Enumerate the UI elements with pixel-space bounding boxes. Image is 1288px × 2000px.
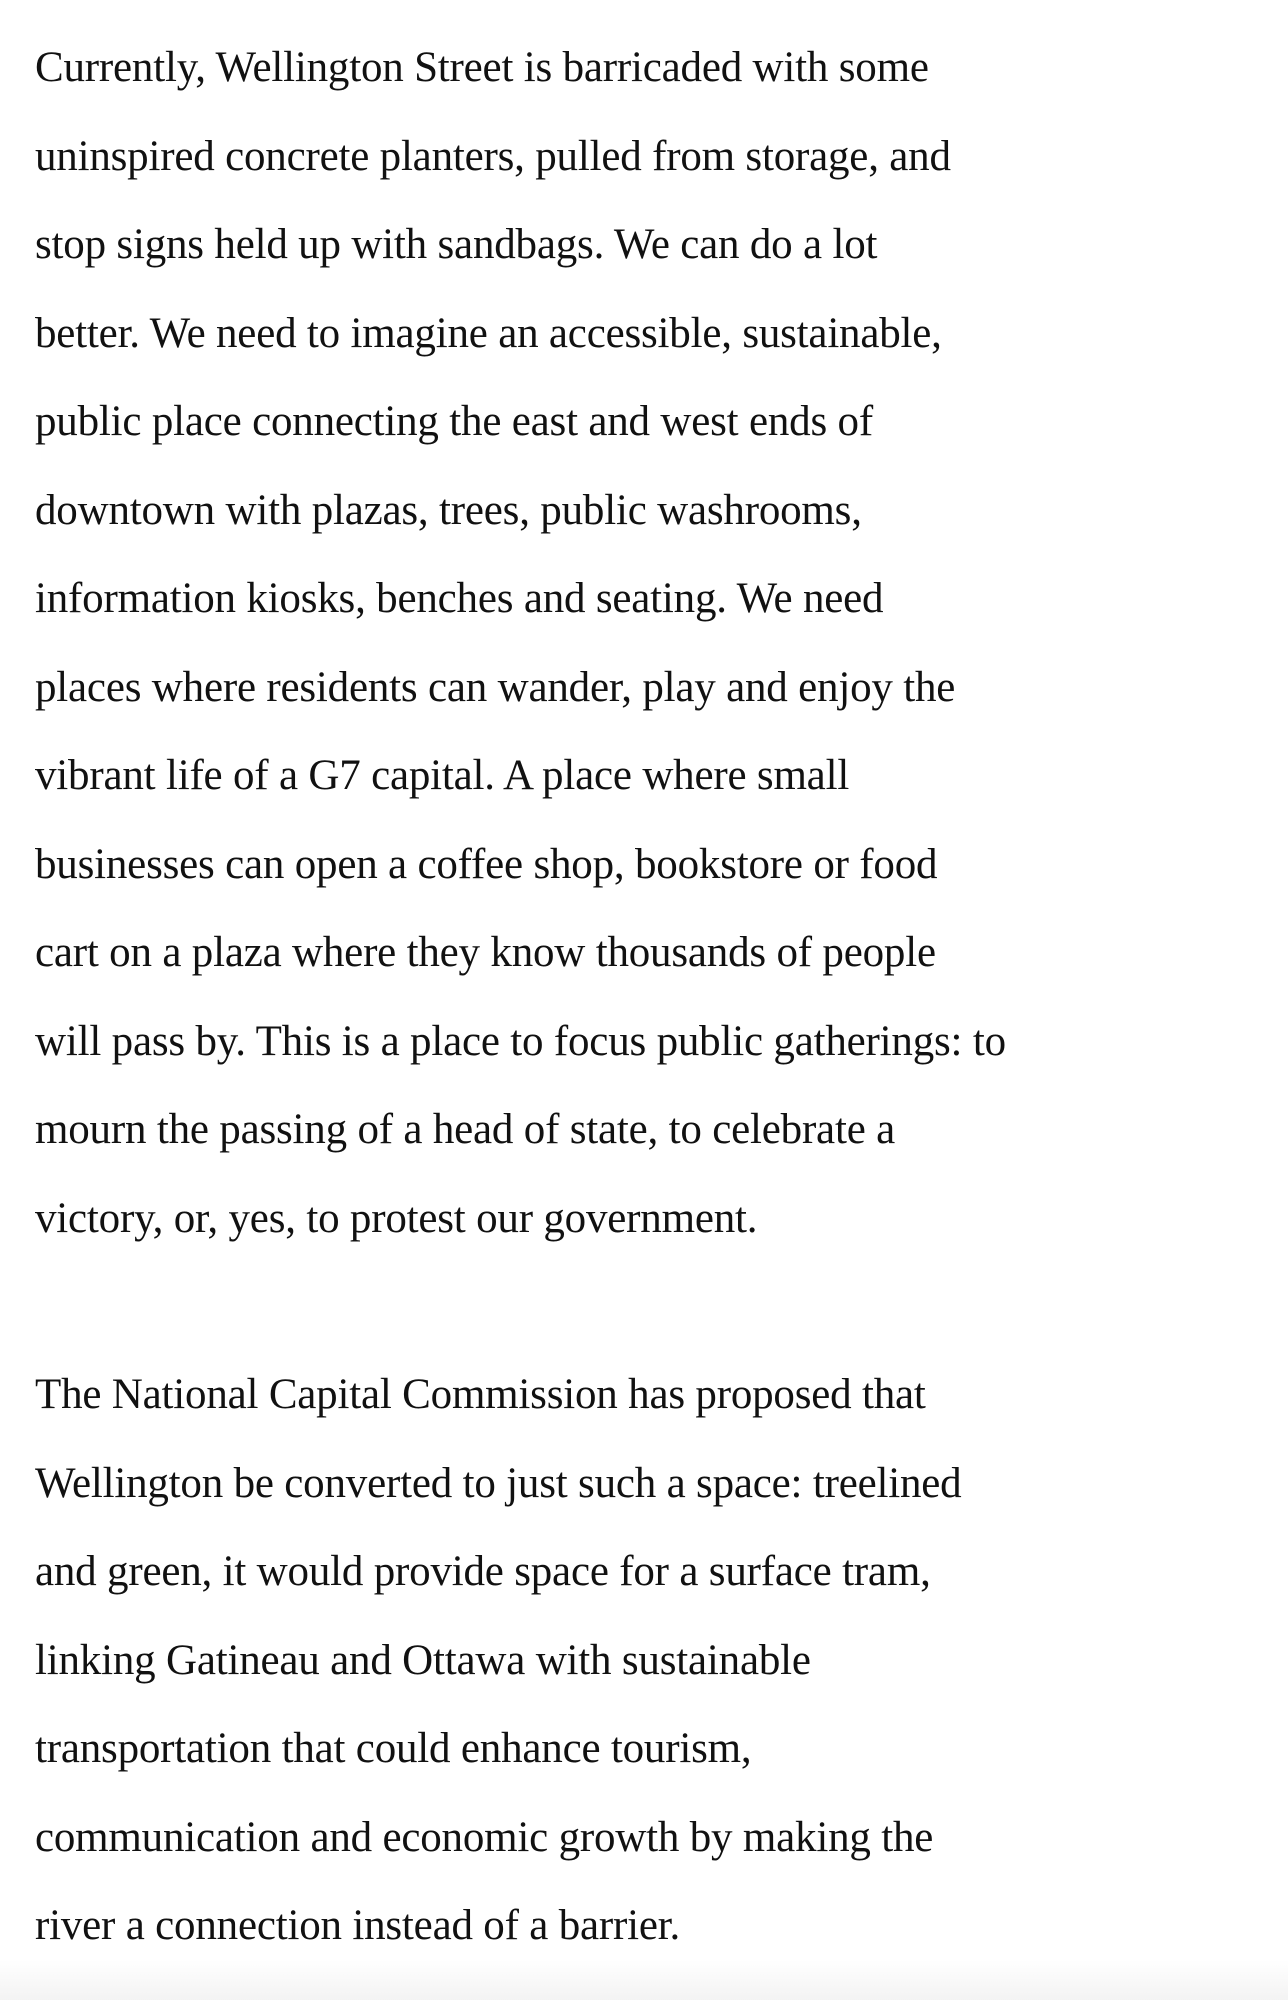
paragraph-line: cart on a plaza where they know thousands of people xyxy=(35,929,936,976)
paragraph-line: linking Gatineau and Ottawa with sustainable xyxy=(35,1636,811,1684)
paragraph-line: vibrant life of a G7 capital. A place where small xyxy=(35,752,850,799)
paragraph-line: mourn the passing of a head of state, to celebrate a xyxy=(35,1106,896,1153)
paragraph-line: and green, it would provide space for a surface tram, xyxy=(35,1548,931,1595)
paragraph-line: public place connecting the east and west ends of xyxy=(35,398,873,445)
paragraph-wellington-barricades xyxy=(35,24,1245,1263)
paragraph-line: better. We need to imagine an accessible, sustainable, xyxy=(35,309,942,357)
paragraph-line: uninspired concrete planters, pulled from storage, and xyxy=(35,132,951,180)
paragraph-line: victory, or, yes, to protest our government. xyxy=(35,1194,758,1242)
paragraph-line: places where residents can wander, play and enjoy the xyxy=(35,663,956,711)
paragraph-line: will pass by. This is a place to focus public gatherings: to xyxy=(35,1017,1006,1065)
paragraph-line: downtown with plazas, trees, public washrooms, xyxy=(35,486,862,534)
paragraph-line: river a connection instead of a barrier. xyxy=(35,1902,681,1949)
paragraph-line: Wellington be converted to just such a space: treelined xyxy=(35,1459,962,1507)
paragraph-line: information kiosks, benches and seating. We need xyxy=(35,575,884,622)
paragraph-spacing xyxy=(35,1263,1245,1351)
paragraph-line: transportation that could enhance tourism, xyxy=(35,1725,752,1772)
paragraph-line: The National Capital Commission has proposed that xyxy=(35,1371,926,1418)
paragraph-line: Currently, Wellington Street is barricaded with some xyxy=(35,44,929,91)
article-body xyxy=(35,24,1245,1971)
paragraph-line: stop signs held up with sandbags. We can do a lot xyxy=(35,221,878,268)
paragraph-line: businesses can open a coffee shop, bookstore or food xyxy=(35,840,938,888)
paragraph-ncc-proposal xyxy=(35,1351,1245,1971)
paragraph-line: communication and economic growth by making the xyxy=(35,1813,934,1861)
bottom-shadow xyxy=(0,1960,1288,2000)
